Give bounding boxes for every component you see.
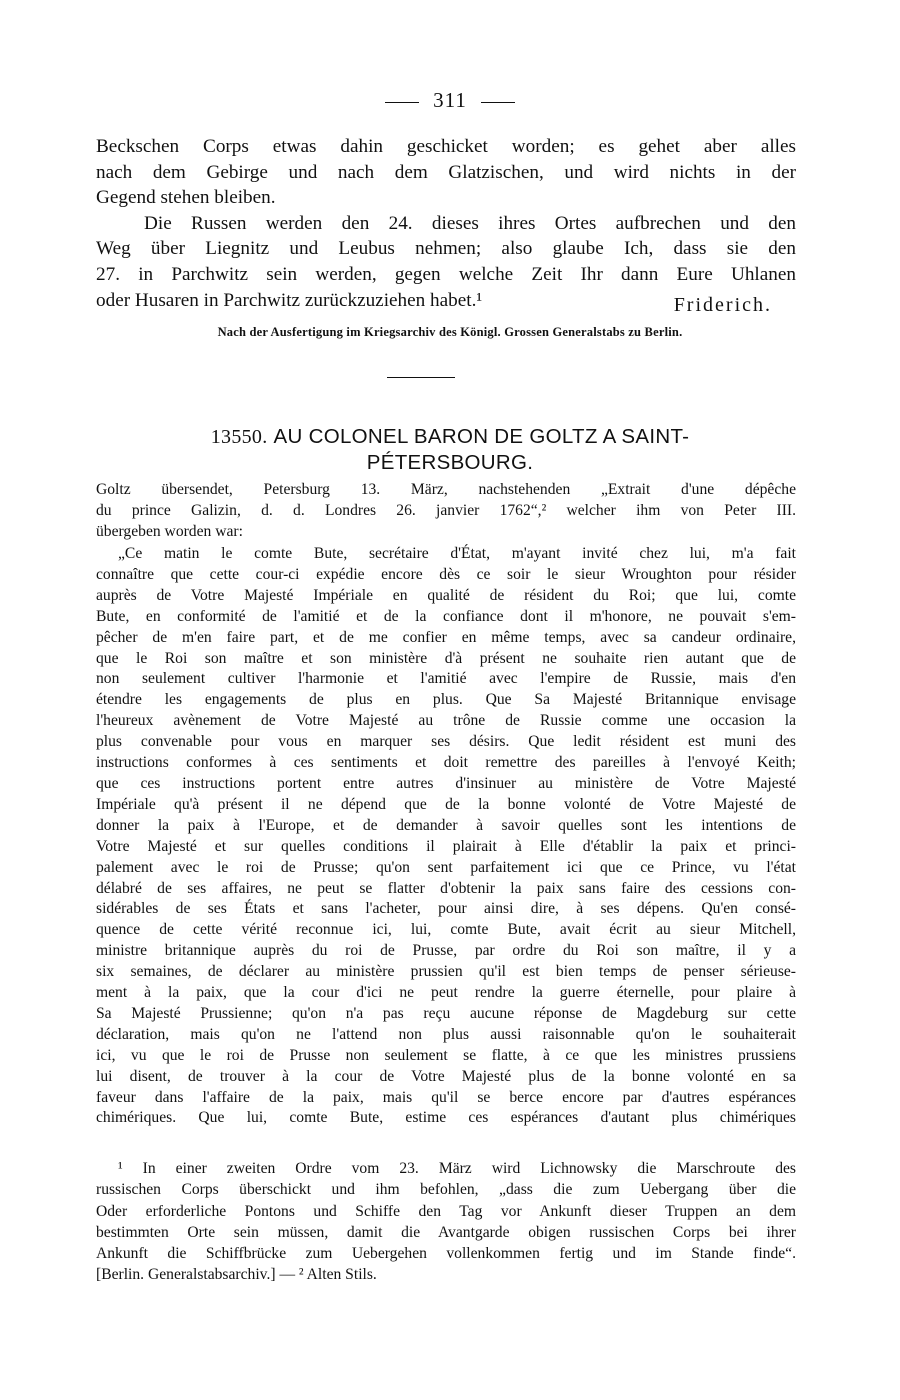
text-line: 27. in Parchwitz sein werden, gegen welche Zeit Ihr dann Eure Uhlanen xyxy=(96,263,796,285)
text-line: auprès de Votre Majesté Impériale en qualité de résident du Roi; que lui, comte xyxy=(96,586,796,604)
text-line: étendre les engagements de plus en plus. Que Sa Majesté Britannique envisage xyxy=(96,691,796,709)
text-line: délabré de ses affaires, ne peut se flatter d'obtenir la paix sans faire des cessions con- xyxy=(96,879,796,897)
text-line: ment à la paix, que la cour d'ici ne peut rendre la guerre éternelle, pour plaire à xyxy=(96,984,796,1002)
text-line: sidérables de ses États et sans l'acheter, pour ainsi dire, à ses dépens. Qu'en consé- xyxy=(96,900,796,918)
text-line: ici, vu que le roi de Prusse non seulement se flatte, à ce que les ministres prussiens xyxy=(96,1046,796,1064)
text-line: nach dem Gebirge und nach dem Glatzischen, und wird nichts in der xyxy=(96,161,796,183)
text-line: übergeben worden war: xyxy=(96,522,243,540)
letter-heading xyxy=(0,424,900,476)
text-line: Oder erforderliche Pontons und Schiffe den Tag vor Ankunft dieser Truppen an dem xyxy=(96,1202,796,1220)
text-line: plus convenable pour vous en marquer ses désirs. Que ledit résident est muni des xyxy=(96,733,796,751)
continuation-text xyxy=(96,134,796,313)
text-line: [Berlin. Generalstabsarchiv.] — ² Alten Stils. xyxy=(96,1266,377,1284)
source-note: Nach der Ausfertigung im Kriegsarchiv des Königl. Grossen Generalstabs zu Berlin. xyxy=(217,325,683,339)
text-line: du prince Galizin, d. d. Londres 26. janvier 1762“,² welcher ihm von Peter III. xyxy=(96,501,796,519)
text-line: Gegend stehen bleiben. xyxy=(96,187,276,209)
text-line: faveur dans l'affaire de la paix, mais qu'il se berce encore par d'autres espérances xyxy=(96,1088,796,1106)
text-line: pêcher de m'en faire part, et de me confier en même temps, avec sa candeur ordinaire, xyxy=(96,628,796,646)
text-line: oder Husaren in Parchwitz zurückzuziehen habet.¹ xyxy=(96,289,483,311)
text-line: Ankunft die Schiffbrücke zum Uebergehen vollenkommen fertig und im Stande finde“. xyxy=(96,1245,796,1263)
text-line: l'heureux avènement de Votre Majesté au trône de Russie comme une occasion la xyxy=(96,712,796,730)
text-line: déclaration, mais qu'on ne l'attend non plus aussi raisonnable qu'on le souhaiterait xyxy=(96,1025,796,1043)
letter-title-line1: AU COLONEL BARON DE GOLTZ A SAINT- xyxy=(273,425,690,448)
text-line: non seulement cultiver l'harmonie et l'amitié avec l'empire de Russie, mais d'en xyxy=(96,670,796,688)
text-line: lui disent, de trouver à la cour de Votre Majesté plus de la bonne volonté en sa xyxy=(96,1067,796,1085)
text-line: instructions conformes à ces sentiments et doit remettre des pareilles à l'envoyé Keith; xyxy=(96,754,796,772)
footnotes xyxy=(96,1158,796,1286)
page-number-text: 311 xyxy=(433,88,467,112)
section-divider xyxy=(387,377,455,378)
right-dash xyxy=(481,102,515,103)
text-line: donner la paix à l'Europe, et de demander à savoir quelles sont les intentions de xyxy=(96,816,796,834)
text-line: Goltz übersendet, Petersburg 13. März, nachstehenden „Extrait d'une dépêche xyxy=(96,481,796,498)
text-line: Sa Majesté Prussienne; qu'on n'a pas reçu aucune réponse de Magdeburg sur cette xyxy=(96,1004,796,1022)
left-dash xyxy=(385,102,419,103)
text-line: Bute, en conformité de l'amitié et de la confiance dont il m'honore, ne pouvait s'em- xyxy=(96,607,796,625)
quoted-dispatch xyxy=(96,544,796,1129)
text-line: connaître que cette cour-ci expédie encore dès ce soir le sieur Wroughton pour résider xyxy=(96,565,796,583)
text-line: russischen Corps überschickt und ihm befohlen, „dass die zum Uebergang über die xyxy=(96,1181,796,1199)
text-line: six semaines, de déclarer au ministère prussien qu'il est bien temps de penser sérieuse- xyxy=(96,963,796,981)
text-line: Die Russen werden den 24. dieses ihres Ortes aufbrechen und den xyxy=(144,212,796,234)
text-line: ministre britannique auprès du roi de Prusse, par ordre du Roi son maître, il y a xyxy=(96,942,796,960)
letter-title-line2: PÉTERSBOURG. xyxy=(366,451,534,474)
text-line: quence de cette vérité reconnue ici, lui, comte Bute, avait écrit au sieur Mitchell, xyxy=(96,921,796,939)
text-line: „Ce matin le comte Bute, secrétaire d'État, m'ayant invité chez lui, m'a fait xyxy=(118,545,796,562)
letter-number: 13550. xyxy=(210,426,268,448)
text-line: bestimmten Orte sein müssen, damit die Avantgarde obigen russischen Corps bei ihrer xyxy=(96,1223,796,1241)
intro-paragraph xyxy=(96,480,796,543)
text-line: ¹ In einer zweiten Ordre vom 23. März wird Lichnowsky die Marschroute des xyxy=(118,1160,796,1177)
page-number xyxy=(0,88,900,113)
text-line: Votre Majesté et sur quelles conditions il plairait à Elle d'établir la paix et princi- xyxy=(96,837,796,855)
text-line: Impériale qu'à présent il ne dépend que de la bonne volonté de Votre Majesté de xyxy=(96,795,796,813)
text-line: que le Roi son maître et son ministère d'à présent ne souhaite rien autant que de xyxy=(96,649,796,667)
text-line: Weg über Liegnitz und Leubus nehmen; also glaube Ich, dass sie den xyxy=(96,238,796,260)
text-line: que ces instructions portent entre autres d'insinuer au ministère de Votre Majesté xyxy=(96,774,796,792)
text-line: palement avec le roi de Prusse; qu'on sent parfaitement ici que ce Prince, vu l'état xyxy=(96,858,796,876)
text-line: Beckschen Corps etwas dahin geschicket worden; es gehet aber alles xyxy=(96,136,796,157)
signature: Friderich. xyxy=(673,294,772,316)
text-line: chimériques. Que lui, comte Bute, estime ces espérances d'autant plus chimériques xyxy=(96,1109,796,1127)
